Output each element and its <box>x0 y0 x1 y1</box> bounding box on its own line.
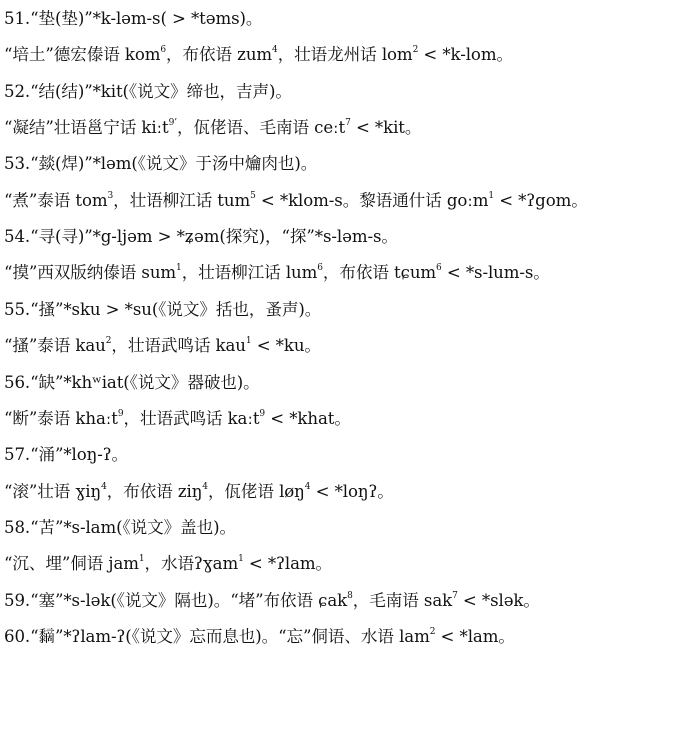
text-segment: ，壮语柳江话 lum <box>181 263 318 282</box>
text-segment: 53.“燅(焊)”*ləm(《说文》于汤中爚肉也)。 <box>4 154 318 173</box>
text-line <box>4 513 697 543</box>
text-segment: ，壮语龙州话 lom <box>277 45 413 64</box>
text-segment: ，壮语柳江话 tum <box>113 191 251 210</box>
text-line <box>4 40 697 70</box>
text-segment: ，壮语武鸣话 kaːt <box>123 409 260 428</box>
tone-superscript: 4 <box>101 482 107 493</box>
tone-superscript: 9 <box>259 409 266 420</box>
text-line <box>4 586 697 616</box>
text-segment: ，布依语 zum <box>166 45 273 64</box>
text-segment: < *kit。 <box>350 118 422 137</box>
text-line <box>4 4 697 34</box>
text-segment: ，毛南语 sak <box>352 591 453 610</box>
tone-superscript: 2 <box>412 45 419 56</box>
text-segment: 58.“苫”*s-lam(《说文》盖也)。 <box>4 518 237 537</box>
text-segment: ，佤佬语、毛南语 ceːt <box>177 118 346 137</box>
text-segment: “摸”西双版纳傣语 sum <box>4 263 177 282</box>
text-line <box>4 258 697 288</box>
text-segment: 55.“搔”*sku > *su(《说文》括也，蚤声)。 <box>4 300 322 319</box>
tone-superscript: 3 <box>107 191 114 202</box>
text-line <box>4 404 697 434</box>
tone-superscript: 6 <box>160 45 167 56</box>
tone-superscript: 1 <box>176 263 182 274</box>
text-line <box>4 622 697 652</box>
tone-superscript: 1 <box>488 191 495 202</box>
text-segment: ，佤佬语 løŋ <box>207 482 305 501</box>
tone-superscript: 6 <box>436 263 442 274</box>
text-segment: < *ku。 <box>251 336 321 355</box>
text-line <box>4 149 697 179</box>
text-segment: 56.“缺”*khʷiat(《说文》器破也)。 <box>4 373 260 392</box>
tone-superscript: 4 <box>272 45 278 56</box>
tone-superscript: 8 <box>347 591 353 602</box>
text-segment: < *klom-s。黎语通什话 goːm <box>255 191 489 210</box>
text-line <box>4 440 697 470</box>
tone-superscript: 2 <box>429 627 436 638</box>
text-segment: < *k-lom。 <box>418 45 513 64</box>
text-segment: “培土”德宏傣语 kom <box>4 45 161 64</box>
text-segment: < *loŋʔ。 <box>310 482 394 501</box>
tone-superscript: 5 <box>250 191 256 202</box>
text-line <box>4 222 697 252</box>
text-line <box>4 694 697 724</box>
text-segment: 52.“结(结)”*kit(《说文》缔也，吉声)。 <box>4 82 292 101</box>
tone-superscript: 4 <box>202 482 208 493</box>
text-segment: < *lam。 <box>435 627 515 646</box>
text-segment: ，布依语 ziŋ <box>106 482 203 501</box>
tone-superscript: 7 <box>345 118 351 129</box>
text-segment: < *ʔlam。 <box>243 554 333 573</box>
text-line <box>4 77 697 107</box>
tone-superscript: 4 <box>304 482 311 493</box>
text-segment: < *s-lum-s。 <box>441 263 550 282</box>
tone-superscript: 2 <box>105 336 112 347</box>
text-line <box>4 113 697 143</box>
text-segment: 57.“涌”*loŋ-ʔ。 <box>4 445 129 464</box>
text-segment: “断”泰语 khaːt <box>4 409 118 428</box>
text-segment: < *slək。 <box>457 591 540 610</box>
text-segment: ，布依语 tɕum <box>322 263 437 282</box>
tone-superscript: 9 <box>117 409 124 420</box>
text-line <box>4 186 697 216</box>
tone-superscript: 7 <box>452 591 458 602</box>
text-line <box>4 295 697 325</box>
text-segment: 54.“寻(寻)”*g-ljəm > *ʑəm(探究)，“探”*s-ləm-s。 <box>4 227 398 246</box>
text-segment: < *khat。 <box>265 409 351 428</box>
text-segment: “凝结”壮语邕宁话 kiːt <box>4 118 169 137</box>
text-segment: “煮”泰语 tom <box>4 191 108 210</box>
text-segment: < *ʔgom。 <box>494 191 588 210</box>
text-line <box>4 368 697 398</box>
tone-superscript: 1 <box>245 336 252 347</box>
text-segment: “沉、埋”侗语 jam <box>4 554 139 573</box>
text-segment: “搔”泰语 kau <box>4 336 106 355</box>
text-line <box>4 658 697 688</box>
tone-superscript: 1 <box>238 554 244 565</box>
tone-superscript: 1 <box>138 554 145 565</box>
text-segment: “滚”壮语 ɣiŋ <box>4 482 102 501</box>
text-line <box>4 331 697 361</box>
tone-superscript: 9’ <box>168 118 178 129</box>
tone-superscript: 6 <box>317 263 323 274</box>
text-segment: ，壮语武鸣话 kau <box>111 336 246 355</box>
text-segment: 60.“𪐏”*ʔlam-ʔ(《说文》忘而息也)。“忘”侗语、水语 lam <box>4 627 430 646</box>
text-line <box>4 549 697 579</box>
text-line <box>4 477 697 507</box>
text-segment: 59.“塞”*s-lək(《说文》隔也)。“堵”布依语 ɕak <box>4 591 348 610</box>
text-segment: ，水语ʔɣam <box>144 554 239 573</box>
text-segment: 51.“垫(垫)”*k-ləm-s( > *təms)。 <box>4 9 263 28</box>
